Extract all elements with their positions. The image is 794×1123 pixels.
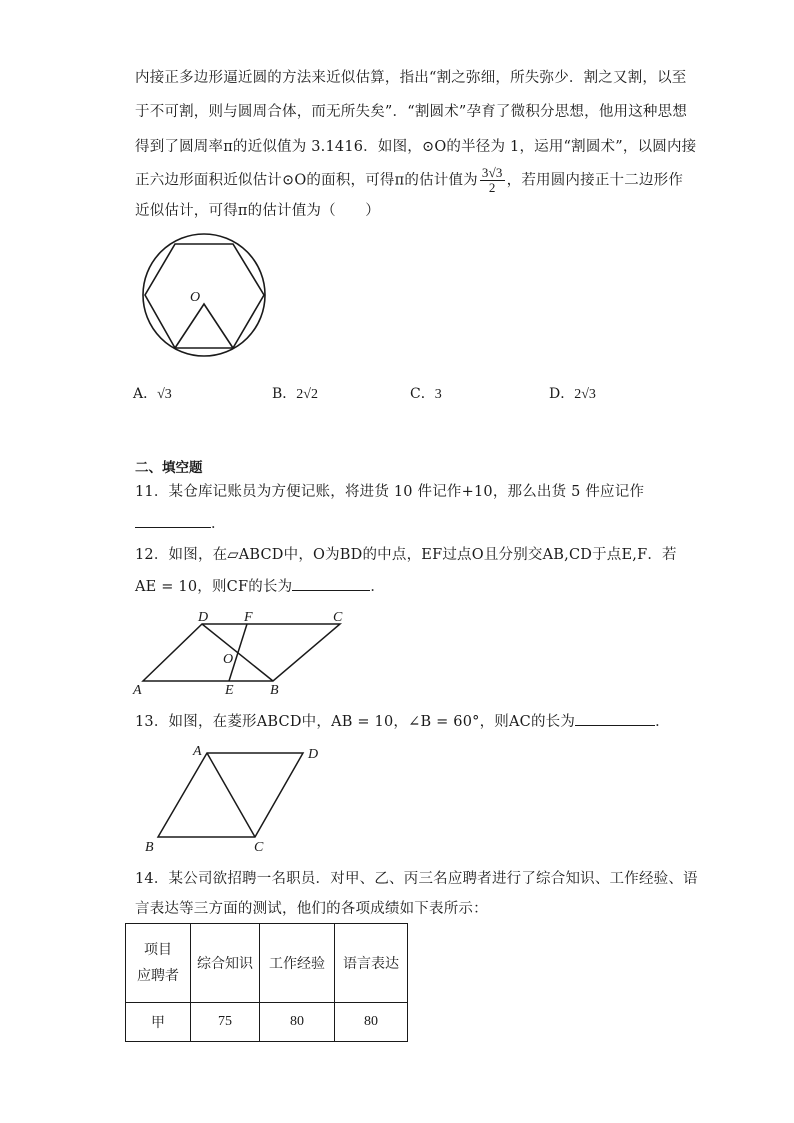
q12-line-2-text: AE = 10，则CF的长为 <box>135 579 293 595</box>
q11-end: ． <box>211 516 226 532</box>
option-b-letter: B． <box>272 386 297 402</box>
option-b-value: 2√2 <box>296 387 318 402</box>
intro-line-1: 内接正多边形逼近圆的方法来近似估算，指出“割之弥细，所失弥少．割之又割，以至 <box>135 70 687 86</box>
q12-end: ． <box>370 579 386 595</box>
label-f: F <box>244 610 253 625</box>
option-d[interactable] <box>549 384 596 405</box>
label-o: O <box>190 290 201 305</box>
label-e: E <box>225 683 234 698</box>
q12-line-1: 12．如图，在▱ABCD中，O为BD的中点，EF过点O且分别交AB,CD于点E,F．若 <box>135 547 677 563</box>
q12-line-2 <box>135 576 385 597</box>
fraction-denominator: 2 <box>488 180 496 195</box>
q13-answer-blank[interactable] <box>575 711 655 726</box>
table-header-cell: 语言表达 <box>335 924 408 1003</box>
q13-line <box>135 711 670 732</box>
table-header-row <box>126 924 408 1003</box>
intro-line-4-end: ，若用圆内接正十二边形作 <box>506 172 684 189</box>
option-b[interactable] <box>272 384 318 405</box>
table-header-cell: 工作经验 <box>260 924 335 1003</box>
label-d: D <box>198 610 209 625</box>
q12-answer-blank[interactable] <box>292 576 370 591</box>
center-triangle <box>175 304 233 348</box>
option-c-letter: C． <box>410 386 435 402</box>
option-a[interactable] <box>133 384 172 405</box>
option-a-value: √3 <box>157 387 172 402</box>
table-header-cell: 综合知识 <box>191 924 260 1003</box>
option-d-letter: D． <box>549 386 575 402</box>
fraction-numerator: 3√3 <box>481 165 503 180</box>
label-c: C <box>254 840 264 855</box>
label-d: D <box>308 747 319 762</box>
q14-line-1: 14．某公司欲招聘一名职员．对甲、乙、丙三名应聘者进行了综合知识、工作经验、语 <box>135 871 698 887</box>
table-cell: 75 <box>191 1003 260 1042</box>
label-a: A <box>193 744 202 759</box>
q13-end: ． <box>655 714 670 730</box>
corner-bottom-label: 应聘者 <box>137 968 179 984</box>
label-c: C <box>333 610 343 625</box>
label-a: A <box>133 683 142 698</box>
q11-answer-blank[interactable] <box>135 513 211 528</box>
diagonal-ac <box>207 753 255 837</box>
parallelogram-figure <box>130 605 355 700</box>
option-a-letter: A． <box>133 386 158 402</box>
intro-line-3: 得到了圆周率π的近似值为 3.1416．如图，⊙O的半径为 1，运用“割圆术”，以圆内接 <box>135 139 697 155</box>
estimate-fraction <box>480 166 505 195</box>
table-row <box>126 1003 408 1042</box>
q14-line-2: 言表达等三方面的测试，他们的各项成绩如下表所示： <box>135 901 488 917</box>
label-b: B <box>145 840 154 855</box>
table-corner-cell <box>126 924 191 1003</box>
intro-line-2: 于不可割，则与圆周合体，而无所失矣”．“割圆术”孕育了微积分思想，他用这种思想 <box>135 104 688 120</box>
label-o: O <box>223 652 234 667</box>
intro-line-5: 近似估计，可得π的估计值为（ ） <box>135 203 380 219</box>
q13-text: 13．如图，在菱形ABCD中，AB = 10，∠B = 60°，则AC的长为 <box>135 714 576 730</box>
parallelogram-abcd <box>143 624 340 681</box>
hexagon-in-circle-figure <box>135 230 280 360</box>
table-row-name: 甲 <box>126 1003 191 1042</box>
table-cell: 80 <box>335 1003 408 1042</box>
section-title: 二、填空题 <box>135 460 203 476</box>
option-c[interactable] <box>410 384 442 405</box>
corner-top-label: 项目 <box>144 942 172 958</box>
intro-line-4-start: 正六边形面积近似估计⊙O的面积，可得π的估计值为 <box>135 172 478 189</box>
inscribed-hexagon <box>145 244 264 348</box>
q11-answer-line <box>135 513 226 534</box>
circle-o <box>143 234 265 356</box>
score-table <box>125 923 408 1042</box>
label-b: B <box>270 683 279 698</box>
table-cell: 80 <box>260 1003 335 1042</box>
rhombus-figure <box>140 738 330 858</box>
q11-text: 11．某仓库记账员为方便记账，将进货 10 件记作+10，那么出货 5 件应记作 <box>135 484 645 500</box>
option-c-value: 3 <box>434 387 442 402</box>
option-d-value: 2√3 <box>574 387 596 402</box>
intro-line-4 <box>135 166 683 195</box>
